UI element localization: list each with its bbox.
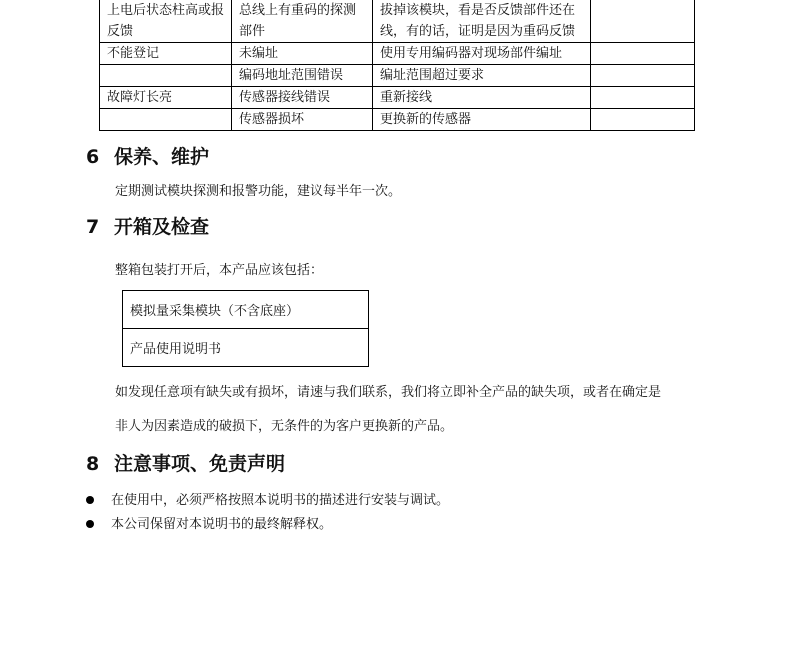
table-row xyxy=(123,291,369,329)
bullet-text: 在使用中，必须严格按照本说明书的描述进行安装与调试。 xyxy=(111,493,450,508)
table-cell-symptom: 不能登记 xyxy=(100,43,232,65)
table-cell-symptom: 故障灯长亮 xyxy=(100,87,232,109)
table-cell-solution: 拔掉该模块，看是否反馈部件还在线，有的话，证明是因为重码反馈 xyxy=(373,0,591,43)
table-cell-symptom xyxy=(100,65,232,87)
package-item: 产品使用说明书 xyxy=(123,329,369,367)
section-title: 注意事项、免责声明 xyxy=(114,453,286,475)
table-cell-note xyxy=(591,43,695,65)
table-row xyxy=(100,109,695,131)
section-number: 7 xyxy=(86,216,100,238)
table-cell-cause: 传感器接线错误 xyxy=(232,87,373,109)
unpacking-note-line-1: 如发现任意项有缺失或有损坏，请速与我们联系，我们将立即补全产品的缺失项，或者在确定是 xyxy=(115,385,662,400)
section-title: 开箱及检查 xyxy=(114,216,210,238)
unpacking-note-line-2: 非人为因素造成的破损下，无条件的为客户更换新的产品。 xyxy=(115,419,454,434)
section-number: 6 xyxy=(86,146,100,168)
table-row xyxy=(100,43,695,65)
unpacking-intro: 整箱包装打开后，本产品应该包括： xyxy=(115,263,324,278)
table-row xyxy=(123,329,369,367)
bullet-item xyxy=(86,513,332,532)
table-cell-note xyxy=(591,109,695,131)
table-cell-symptom xyxy=(100,109,232,131)
table-cell-cause: 传感器损坏 xyxy=(232,109,373,131)
table-cell-cause: 总线上有重码的探测部件 xyxy=(232,0,373,43)
bullet-icon xyxy=(86,520,94,528)
section-title: 保养、维护 xyxy=(114,146,210,168)
bullet-item xyxy=(86,489,449,508)
bullet-text: 本公司保留对本说明书的最终解释权。 xyxy=(111,517,333,532)
table-cell-note xyxy=(591,87,695,109)
table-cell-solution: 编址范围超过要求 xyxy=(373,65,591,87)
section-heading-maintenance xyxy=(86,142,209,169)
package-contents-table xyxy=(122,290,369,367)
bullet-icon xyxy=(86,496,94,504)
table-row xyxy=(100,0,695,43)
table-row xyxy=(100,65,695,87)
section-heading-notice xyxy=(86,449,285,476)
table-row xyxy=(100,87,695,109)
table-cell-note xyxy=(591,65,695,87)
table-cell-solution: 重新接线 xyxy=(373,87,591,109)
table-cell-symptom: 上电后状态柱高或报反馈 xyxy=(100,0,232,43)
section-heading-unpacking xyxy=(86,212,209,239)
section-number: 8 xyxy=(86,453,100,475)
fault-table xyxy=(99,0,695,131)
table-cell-solution: 更换新的传感器 xyxy=(373,109,591,131)
table-cell-cause: 未编址 xyxy=(232,43,373,65)
table-cell-solution: 使用专用编码器对现场部件编址 xyxy=(373,43,591,65)
maintenance-text: 定期测试模块探测和报警功能，建议每半年一次。 xyxy=(115,184,402,199)
table-cell-note xyxy=(591,0,695,43)
package-item: 模拟量采集模块（不含底座） xyxy=(123,291,369,329)
table-cell-cause: 编码地址范围错误 xyxy=(232,65,373,87)
